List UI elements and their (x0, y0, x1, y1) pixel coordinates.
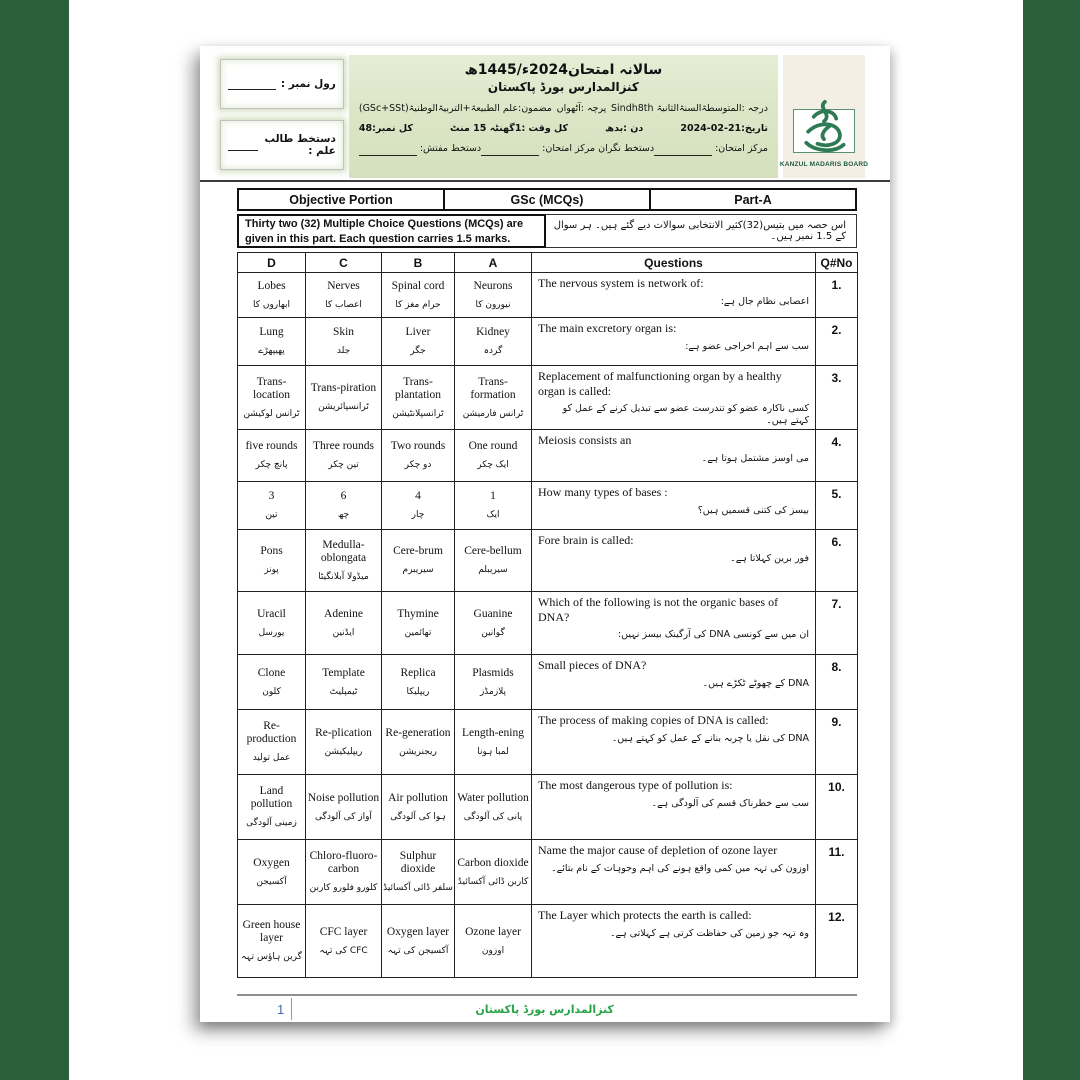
option-a-urdu: کاربن ڈائی آکسائیڈ (457, 876, 529, 887)
option-b-urdu: جگر (410, 346, 426, 356)
option-a-urdu: ایک (486, 510, 500, 520)
option-d-urdu: پونز (264, 565, 279, 575)
exam-center-label: مرکز امتحان: (715, 143, 768, 154)
inspector-signature-blank-line (359, 146, 417, 156)
option-c-english: Three rounds (313, 440, 374, 452)
question-english: How many types of bases : (538, 485, 668, 499)
table-row (238, 840, 858, 905)
logo-caption: KANZUL MADARIS BOARD (779, 161, 869, 168)
question-english: Meiosis consists an (538, 433, 632, 447)
column-header-qno: Q#No (816, 253, 858, 273)
roll-number-blank-line (228, 78, 276, 90)
option-d-urdu: ٹرانس لوکیشن (243, 408, 300, 419)
option-b-english: Liver (405, 326, 431, 338)
option-c-english: Noise pollution (307, 791, 380, 804)
option-b-cell (382, 273, 455, 318)
option-c-urdu: کلورو فلورو کاربن (309, 883, 378, 893)
question-number: 9. (816, 710, 858, 775)
roll-number-box (220, 59, 344, 109)
column-header-b: B (382, 253, 455, 273)
page-number: 1 (237, 998, 292, 1020)
exam-title: سالانہ امتحان2024ء/1445ھ (464, 62, 663, 78)
option-d-urdu: تین (265, 510, 278, 520)
question-urdu: بیسز کی کتنی قسمیں ہیں؟ (697, 504, 809, 516)
question-urdu: DNA کے چھوٹے ٹکڑے ہیں۔ (702, 677, 809, 689)
option-c-urdu: ایڈنین (332, 627, 355, 638)
option-c-english: Skin (332, 326, 355, 338)
option-d-cell (238, 592, 306, 655)
option-c-cell (306, 430, 382, 482)
option-b-cell (382, 430, 455, 482)
question-urdu: می اوسز مشتمل ہوتا ہے۔ (701, 452, 809, 464)
option-d-english: Pons (260, 545, 283, 557)
option-a-english: Length-ening (462, 726, 524, 739)
option-c-cell (306, 273, 382, 318)
option-b-cell (382, 366, 455, 430)
option-d-english: Lobes (257, 279, 286, 292)
header-left-column (220, 55, 344, 178)
question-number: 2. (816, 318, 858, 366)
exam-center-blank-line (654, 146, 712, 156)
part-a-cell: Part-A (649, 190, 855, 209)
question-cell (532, 592, 816, 655)
option-c-cell (306, 775, 382, 840)
option-c-cell (306, 710, 382, 775)
option-a-cell (455, 840, 532, 905)
option-d-english: Clone (257, 666, 286, 679)
option-a-english: Neurons (473, 279, 513, 292)
option-b-urdu: چار (411, 510, 425, 520)
question-number: 11. (816, 840, 858, 905)
option-a-urdu: ایک چکر (477, 460, 509, 470)
paper-body (237, 188, 857, 1022)
option-a-english: Plasmids (472, 666, 514, 679)
option-b-english: Sulphur dioxide (399, 850, 437, 875)
option-a-english: Water pollution (457, 791, 529, 804)
option-d-cell (238, 840, 306, 905)
option-d-cell (238, 775, 306, 840)
option-b-cell (382, 482, 455, 530)
student-signature-label: دستخط طالب علم : (264, 133, 336, 157)
option-c-english: Template (322, 666, 365, 679)
option-d-urdu: زمینی آلودگی (246, 818, 297, 828)
option-b-urdu: ٹرانسپلانٹیشن (392, 408, 444, 419)
question-cell (532, 530, 816, 592)
total-time-label: کل وقت :1گھنٹہ 15 منٹ (450, 123, 569, 134)
option-a-urdu: گوانین (481, 627, 505, 638)
option-d-english: Oxygen (253, 856, 290, 869)
date-day-time-marks-line (359, 121, 768, 136)
table-row (238, 655, 858, 710)
header-divider-line (200, 180, 890, 182)
option-b-english: Thymine (397, 607, 439, 620)
footer-board-name: کنزالمدارس بورڈ پاکستان (475, 1002, 614, 1016)
option-c-cell (306, 482, 382, 530)
student-signature-box (220, 120, 344, 170)
question-english: Which of the following is not the organic bases of DNA? (538, 595, 779, 624)
option-d-cell (238, 273, 306, 318)
option-a-cell (455, 775, 532, 840)
option-c-urdu: CFC کی تہہ (319, 945, 368, 956)
question-english: Fore brain is called: (538, 533, 634, 547)
option-a-cell (455, 366, 532, 430)
paper-footer (237, 994, 857, 1022)
table-row (238, 318, 858, 366)
option-a-cell (455, 710, 532, 775)
inspector-signature-field (359, 141, 481, 156)
question-urdu: فور برین کہلاتا ہے۔ (730, 552, 809, 564)
question-number: 7. (816, 592, 858, 655)
question-cell (532, 840, 816, 905)
option-d-urdu: ابھاروں کا (252, 299, 291, 310)
option-a-urdu: گردہ (483, 346, 503, 356)
question-urdu: کسی ناکارہ عضو کو تندرست عضو سے تبدیل کرنے کے عمل کو کہتے ہیں۔ (562, 403, 809, 426)
option-a-english: Cere-bellum (464, 545, 522, 557)
option-c-cell (306, 655, 382, 710)
mcq-table-body (238, 273, 858, 978)
option-a-english: Ozone layer (465, 925, 521, 938)
table-row (238, 366, 858, 430)
class-paper-subject-line (359, 101, 768, 116)
option-c-english: Medulla-oblongata (320, 538, 367, 564)
option-d-urdu: عمل تولید (252, 753, 291, 763)
option-d-cell (238, 430, 306, 482)
question-cell (532, 273, 816, 318)
option-d-english: Green house layer (242, 919, 301, 944)
option-b-english: Oxygen layer (386, 925, 450, 938)
option-a-urdu: لمبا ہونا (477, 746, 509, 757)
paper-header (220, 55, 869, 178)
option-c-cell (306, 318, 382, 366)
option-a-cell (455, 592, 532, 655)
question-number: 8. (816, 655, 858, 710)
option-b-cell (382, 905, 455, 978)
option-b-english: Trans-plantation (395, 375, 441, 401)
option-c-cell (306, 840, 382, 905)
instruction-english: Thirty two (32) Multiple Choice Questions (MCQs) are given in this part. Each question carries 1.5 marks. (237, 214, 546, 248)
option-b-english: Cere-brum (393, 545, 443, 557)
option-c-cell (306, 592, 382, 655)
instruction-row (237, 214, 857, 248)
option-d-urdu: یورسل (258, 627, 285, 638)
option-a-english: 1 (490, 490, 496, 502)
table-row (238, 592, 858, 655)
option-c-english: Adenine (324, 607, 363, 620)
question-english: Replacement of malfunctioning organ by a healthy organ is called: (538, 369, 782, 398)
table-row (238, 273, 858, 318)
option-c-cell (306, 905, 382, 978)
option-a-urdu: پلازمڈز (479, 686, 507, 697)
option-a-urdu: سیریبلم (478, 565, 508, 575)
column-header-c: C (306, 253, 382, 273)
option-c-english: Chloro-fluoro-carbon (309, 850, 378, 875)
inspector-signature-label: دستخط مفتش: (419, 143, 482, 154)
option-d-urdu: گرین ہاؤس تہہ (241, 952, 302, 962)
board-name: کنزالمدارس بورڈ پاکستان (487, 80, 639, 94)
option-c-cell (306, 366, 382, 430)
question-english: The Layer which protects the earth is called: (538, 908, 752, 922)
option-b-urdu: سلفر ڈائی آکسائیڈ (383, 883, 453, 893)
question-english: The process of making copies of DNA is called: (538, 713, 769, 727)
option-c-cell (306, 530, 382, 592)
option-b-urdu: تھائمین (404, 627, 432, 638)
option-b-cell (382, 775, 455, 840)
option-a-urdu: ٹرانس فارمیشن (462, 408, 524, 419)
option-a-cell (455, 482, 532, 530)
question-cell (532, 905, 816, 978)
header-banner (349, 55, 778, 178)
option-b-urdu: دو چکر (404, 460, 432, 470)
option-a-english: Trans-formation (470, 375, 516, 401)
objective-portion-cell: Objective Portion (289, 192, 393, 207)
option-b-urdu: ریجنریشن (399, 746, 437, 757)
option-b-urdu: سیریبرم (402, 565, 434, 575)
question-number: 10. (816, 775, 858, 840)
question-english: Name the major cause of depletion of ozone layer (538, 843, 778, 857)
option-d-english: five rounds (245, 440, 298, 452)
option-c-urdu: تین چکر (328, 460, 359, 470)
left-green-border (0, 0, 69, 1080)
option-b-urdu: حرام مغز کا (395, 299, 441, 310)
option-d-cell (238, 366, 306, 430)
question-cell (532, 366, 816, 430)
option-c-urdu: ٹیمپلیٹ (329, 686, 358, 697)
option-b-cell (382, 530, 455, 592)
total-marks-label: کل نمبر:48 (358, 123, 413, 134)
option-d-english: Land pollution (250, 785, 293, 810)
option-b-english: Two rounds (390, 440, 446, 452)
option-d-cell (238, 530, 306, 592)
option-a-urdu: نیورون کا (475, 299, 511, 310)
option-b-cell (382, 318, 455, 366)
table-row (238, 482, 858, 530)
option-b-urdu: آکسیجن کی تہہ (387, 945, 449, 956)
option-c-urdu: ریپلیکیشن (324, 746, 363, 757)
table-row (238, 430, 858, 482)
option-d-urdu: پانچ چکر (255, 460, 288, 470)
option-a-english: Carbon dioxide (457, 856, 529, 869)
table-row (238, 530, 858, 592)
option-a-urdu: اوزون (481, 945, 505, 956)
logo-frame (793, 109, 855, 153)
option-d-cell (238, 482, 306, 530)
option-c-english: 6 (340, 490, 347, 502)
option-a-cell (455, 530, 532, 592)
question-cell (532, 318, 816, 366)
option-b-english: Replica (400, 666, 436, 679)
question-english: The most dangerous type of pollution is: (538, 778, 733, 792)
question-urdu: اوزون کی تہہ میں کمی واقع ہونے کی اہم وجوہات کے نام بتائے۔ (551, 862, 809, 874)
option-b-english: Air pollution (388, 791, 448, 804)
option-b-cell (382, 655, 455, 710)
question-number: 4. (816, 430, 858, 482)
paper-label: پرچہ :آٹھواں (556, 103, 607, 114)
board-logo (779, 55, 869, 178)
option-d-english: Re-production (246, 720, 297, 745)
option-d-english: Lung (259, 326, 284, 338)
table-row (238, 710, 858, 775)
mcq-table (237, 252, 858, 978)
option-c-english: Nerves (327, 279, 360, 292)
question-cell (532, 775, 816, 840)
option-b-cell (382, 840, 455, 905)
question-number: 3. (816, 366, 858, 430)
question-english: The main excretory organ is: (538, 321, 677, 335)
option-b-urdu: ہوا کی آلودگی (390, 811, 446, 822)
column-header-a: A (455, 253, 532, 273)
question-urdu: اعصابی نظام جال ہے: (720, 295, 809, 307)
option-b-urdu: ریپلیکا (406, 686, 430, 697)
option-c-urdu: جلد (336, 346, 351, 356)
option-c-urdu: میڈولا آبلانگیٹا (318, 571, 369, 582)
exam-paper-page (200, 46, 890, 1022)
invigilator-signature-field (481, 141, 654, 156)
option-d-cell (238, 905, 306, 978)
right-green-border (1023, 0, 1080, 1080)
question-number: 5. (816, 482, 858, 530)
question-urdu: ان میں سے کونسی DNA کی آرگینک بیسز نہیں: (617, 629, 809, 640)
class-label: درجہ :المتوسطۃالسنۃالثانیۃ Sindh8th (611, 103, 768, 114)
section-title-bar (237, 188, 857, 211)
question-english: Small pieces of DNA? (538, 658, 647, 672)
question-number: 12. (816, 905, 858, 978)
question-urdu: وہ تہہ جو زمین کی حفاظت کرتی ہے کہلاتی ہے۔ (609, 927, 809, 939)
option-a-cell (455, 318, 532, 366)
invigilator-signature-label: دستخط نگران مرکز امتحان: (542, 143, 655, 154)
student-signature-blank-line (228, 139, 258, 151)
option-b-english: 4 (415, 490, 421, 502)
option-c-urdu: اعصاب کا (325, 299, 362, 310)
subject-mcqs-cell: GSc (MCQs) (443, 190, 649, 209)
option-b-english: Spinal cord (391, 279, 445, 292)
option-d-english: Trans-location (252, 375, 291, 401)
option-c-english: Re-plication (315, 726, 372, 739)
option-a-english: Guanine (473, 607, 513, 620)
option-d-urdu: آکسیجن (256, 876, 287, 887)
question-cell (532, 482, 816, 530)
question-cell (532, 430, 816, 482)
option-d-english: 3 (268, 490, 275, 502)
option-a-english: One round (468, 440, 518, 452)
question-urdu: سب سے خطرناک قسم کی آلودگی ہے۔ (651, 797, 809, 809)
subject-label: مضمون:علم الطبیعۃ+التربیۃالوطنیۃ(GSc+SSt) (358, 103, 552, 114)
date-label: تاریخ:21-02-2024 (680, 123, 768, 134)
column-header-questions: Questions (532, 253, 816, 273)
option-c-english: Trans-piration (310, 382, 377, 394)
table-row (238, 905, 858, 978)
exam-center-field (654, 141, 768, 156)
question-cell (532, 655, 816, 710)
instruction-urdu: اس حصہ میں بتیس(32)کثیر الانتخابی سوالات دیے گئے ہیں۔ ہر سوال کے 1.5 نمبر ہیں۔ (553, 220, 846, 242)
day-label: دن :بدھ (605, 123, 644, 134)
column-header-d: D (238, 253, 306, 273)
option-c-english: CFC layer (319, 925, 368, 938)
question-cell (532, 710, 816, 775)
option-c-urdu: آواز کی آلودگی (315, 811, 372, 822)
option-a-cell (455, 905, 532, 978)
table-row (238, 775, 858, 840)
option-d-urdu: کلون (262, 686, 281, 697)
option-c-urdu: ٹرانسپائریشن (318, 402, 369, 412)
question-urdu: DNA کی نقل یا چربہ بنانے کے عمل کو کہتے ہیں۔ (611, 732, 809, 744)
option-d-cell (238, 318, 306, 366)
mcq-table-header (238, 253, 858, 273)
option-a-urdu: پانی کی آلودگی (463, 811, 523, 822)
question-urdu: سب سے اہم اخراجی عضو ہے: (685, 340, 809, 352)
option-c-urdu: چھ (337, 510, 350, 520)
option-a-cell (455, 655, 532, 710)
option-d-english: Uracil (257, 607, 286, 620)
question-number: 6. (816, 530, 858, 592)
option-a-cell (455, 273, 532, 318)
invigilator-signature-blank-line (481, 146, 539, 156)
option-b-cell (382, 710, 455, 775)
option-b-cell (382, 592, 455, 655)
option-a-english: Kidney (476, 326, 510, 338)
option-d-cell (238, 655, 306, 710)
option-a-cell (455, 430, 532, 482)
question-english: The nervous system is network of: (538, 276, 704, 290)
calligraphy-logo-icon (796, 94, 852, 165)
question-number: 1. (816, 273, 858, 318)
option-d-urdu: پھیپھڑے (258, 346, 285, 356)
roll-number-label: رول نمبر : (280, 78, 336, 90)
exam-center-signatures-line (359, 141, 768, 156)
option-b-english: Re-generation (385, 726, 451, 739)
option-d-cell (238, 710, 306, 775)
